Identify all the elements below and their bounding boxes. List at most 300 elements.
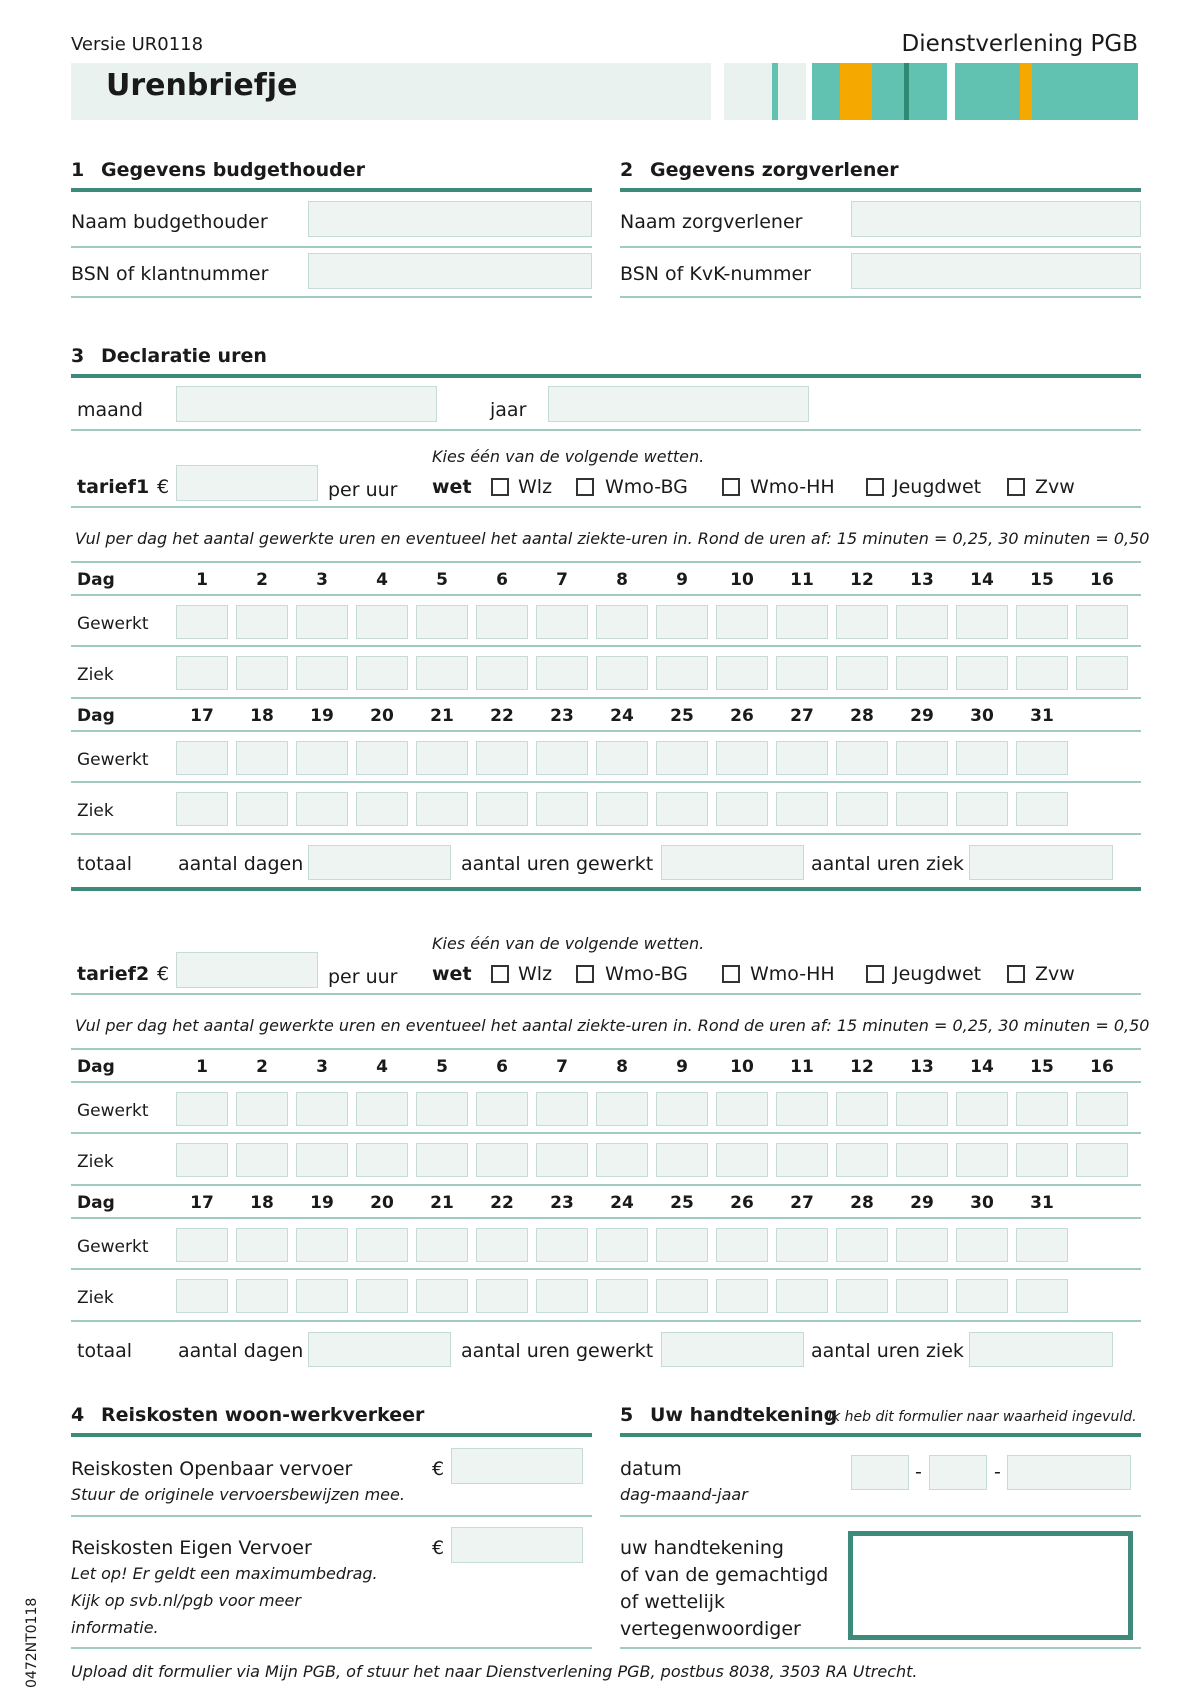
tarief2-sick-cell[interactable] [956, 1143, 1008, 1177]
zorgverlener-bsn-label: BSN of KvK-nummer [620, 263, 811, 285]
section5-number: 5 [620, 1404, 634, 1426]
tarief1-law-label-4: Zvw [1035, 476, 1075, 498]
tarief2-day-num: 13 [910, 1057, 934, 1077]
tarief2-day-num: 30 [970, 1193, 994, 1213]
tarief1-day-num: 6 [496, 570, 508, 590]
tarief1-sick-cell[interactable] [176, 656, 228, 690]
tarief1-day-num: 25 [670, 706, 694, 726]
tarief1-worked-cell[interactable] [956, 605, 1008, 639]
tarief1-day-num: 4 [376, 570, 388, 590]
tarief1-worked-cell[interactable] [416, 605, 468, 639]
tarief1-sick-cell[interactable] [296, 656, 348, 690]
tarief2-worked-label-0: Gewerkt [77, 1101, 149, 1121]
tarief2-worked-label-1: Gewerkt [77, 1237, 149, 1257]
tarief1-law-checkbox-4[interactable] [1007, 478, 1025, 496]
tarief2-worked-cell[interactable] [236, 1092, 288, 1126]
tarief2-worked-cell[interactable] [896, 1228, 948, 1262]
tarief1-worked-cell[interactable] [656, 605, 708, 639]
tarief1-sick-cell[interactable] [236, 656, 288, 690]
zorgverlener-bsn-field[interactable] [851, 253, 1141, 289]
ev-currency: € [432, 1537, 445, 1559]
tarief1-worked-cell[interactable] [896, 741, 948, 775]
signature-text-3: of wettelijk [620, 1591, 726, 1613]
tarief2-sick-cell[interactable] [476, 1143, 528, 1177]
tarief2-sick-cell[interactable] [596, 1143, 648, 1177]
tarief1-label: tarief [77, 476, 136, 498]
tarief2-grid-w-1 [71, 1268, 1141, 1270]
section3-number: 3 [71, 345, 85, 367]
tarief2-line-a [71, 993, 1141, 995]
tarief2-sick-cell[interactable] [776, 1143, 828, 1177]
tarief2-day-label-1: Dag [77, 1193, 115, 1213]
tarief1-sick-cell[interactable] [356, 656, 408, 690]
tarief1-sick-cell[interactable] [656, 656, 708, 690]
tarief1-worked-cell[interactable] [296, 605, 348, 639]
tarief2-day-num: 24 [610, 1193, 634, 1213]
signature-text-1: uw handtekening [620, 1537, 784, 1559]
tarief2-sick-cell[interactable] [716, 1279, 768, 1313]
tarief2-sick-cell[interactable] [956, 1279, 1008, 1313]
tarief1-law-checkbox-0[interactable] [491, 478, 509, 496]
zorgverlener-name-label: Naam zorgverlener [620, 211, 803, 233]
tarief2-law-checkbox-2[interactable] [722, 965, 740, 983]
tarief1-sick-cell[interactable] [836, 792, 888, 826]
ev-note-3: informatie. [71, 1618, 159, 1637]
tarief1-sick-cell[interactable] [176, 792, 228, 826]
tarief2-law-checkbox-4[interactable] [1007, 965, 1025, 983]
tarief2-law-checkbox-3[interactable] [866, 965, 884, 983]
tarief1-sick-cell[interactable] [896, 656, 948, 690]
tarief1-sick-cell[interactable] [416, 656, 468, 690]
tarief1-day-num: 10 [730, 570, 754, 590]
tarief2-worked-cell[interactable] [1016, 1228, 1068, 1262]
tarief1-worked-cell[interactable] [836, 605, 888, 639]
tarief2-sick-cell[interactable] [236, 1143, 288, 1177]
tarief1-day-num: 11 [790, 570, 814, 590]
tarief1-total-sick-label: aantal uren ziek [811, 853, 964, 875]
tarief2-worked-cell[interactable] [536, 1092, 588, 1126]
tarief1-per-hour: per uur [328, 479, 398, 501]
tarief1-worked-cell[interactable] [596, 605, 648, 639]
tarief1-day-num: 18 [250, 706, 274, 726]
ov-label: Reiskosten Openbaar vervoer [71, 1458, 353, 1480]
tarief1-worked-cell[interactable] [476, 741, 528, 775]
tarief2-choose-text: Kies één van de volgende wetten. [432, 934, 705, 953]
tarief2-sick-cell[interactable] [356, 1143, 408, 1177]
tarief1-total-worked-field[interactable] [661, 845, 804, 880]
tarief1-line-a [71, 506, 1141, 508]
tarief2-sick-cell[interactable] [536, 1143, 588, 1177]
tarief1-choose-text: Kies één van de volgende wetten. [432, 447, 705, 466]
tarief2-worked-cell[interactable] [416, 1092, 468, 1126]
tarief2-day-num: 17 [190, 1193, 214, 1213]
ov-note: Stuur de originele vervoersbewijzen mee. [71, 1485, 405, 1504]
zorgverlener-name-field[interactable] [851, 201, 1141, 237]
tarief2-day-num: 10 [730, 1057, 754, 1077]
tarief2-total-label: totaal [77, 1340, 133, 1362]
tarief2-worked-cell[interactable] [356, 1092, 408, 1126]
tarief1-sick-cell[interactable] [356, 792, 408, 826]
date-year-field[interactable] [1007, 1455, 1131, 1490]
tarief1-day-num: 24 [610, 706, 634, 726]
tarief1-worked-cell[interactable] [536, 605, 588, 639]
tarief2-wet-label: wet [432, 963, 472, 985]
tarief2-grid-bottom [71, 1320, 1141, 1322]
tarief1-worked-cell[interactable] [776, 741, 828, 775]
tarief1-worked-cell[interactable] [236, 605, 288, 639]
tarief2-day-num: 6 [496, 1057, 508, 1077]
tarief1-day-num: 2 [256, 570, 268, 590]
tarief2-total-worked-field[interactable] [661, 1332, 804, 1367]
page-title: Urenbriefje [106, 68, 298, 103]
tarief2-day-num: 1 [196, 1057, 208, 1077]
tarief2-worked-cell[interactable] [1016, 1092, 1068, 1126]
signature-text-4: vertegenwoordiger [620, 1618, 801, 1640]
tarief2-worked-cell[interactable] [836, 1092, 888, 1126]
tarief2-day-num: 11 [790, 1057, 814, 1077]
tarief1-day-num: 3 [316, 570, 328, 590]
tarief1-sick-cell[interactable] [596, 792, 648, 826]
tarief2-sick-cell[interactable] [896, 1143, 948, 1177]
budgethouder-bsn-field[interactable] [308, 253, 592, 289]
tarief1-sick-cell[interactable] [476, 656, 528, 690]
tarief1-sick-cell[interactable] [896, 792, 948, 826]
tarief2-worked-cell[interactable] [656, 1092, 708, 1126]
tarief1-grid-bottom [71, 833, 1141, 835]
tarief1-day-num: 12 [850, 570, 874, 590]
tarief1-day-num: 22 [490, 706, 514, 726]
tarief1-day-num: 21 [430, 706, 454, 726]
tarief1-grid-w-1 [71, 781, 1141, 783]
tarief2-worked-cell[interactable] [596, 1092, 648, 1126]
tarief1-worked-cell[interactable] [476, 605, 528, 639]
section4-title: Reiskosten woon-werkverkeer [101, 1404, 425, 1426]
tarief2-number: 2 [136, 963, 150, 985]
tarief1-law-label-1: Wmo-BG [605, 476, 688, 498]
section2-title: Gegevens zorgverlener [650, 159, 899, 181]
tarief2-sick-cell[interactable] [596, 1279, 648, 1313]
tarief1-day-num: 28 [850, 706, 874, 726]
tarief1-sick-cell[interactable] [716, 656, 768, 690]
upload-instruction: Upload dit formulier via Mijn PGB, of stuur het naar Dienstverlening PGB, postbus 8038, 3503 RA Utrecht. [71, 1662, 918, 1681]
tarief1-worked-cell[interactable] [1016, 741, 1068, 775]
tarief1-number: 1 [136, 476, 150, 498]
tarief2-day-num: 26 [730, 1193, 754, 1213]
tarief1-worked-cell[interactable] [656, 741, 708, 775]
signature-text-2: of van de gemachtigd [620, 1564, 829, 1586]
tarief2-sick-cell[interactable] [776, 1279, 828, 1313]
tarief2-day-num: 8 [616, 1057, 628, 1077]
tarief1-day-num: 7 [556, 570, 568, 590]
tarief2-grid-mid-1 [71, 1217, 1141, 1219]
tarief2-sick-cell[interactable] [356, 1279, 408, 1313]
tarief1-worked-label-0: Gewerkt [77, 614, 149, 634]
tarief1-sick-cell[interactable] [1016, 656, 1068, 690]
tarief2-law-label-0: Wlz [518, 963, 553, 985]
tarief2-day-num: 27 [790, 1193, 814, 1213]
tarief1-worked-cell[interactable] [596, 741, 648, 775]
tarief1-sick-cell[interactable] [296, 792, 348, 826]
tarief2-law-label-4: Zvw [1035, 963, 1075, 985]
tarief1-worked-cell[interactable] [296, 741, 348, 775]
tarief2-day-num: 3 [316, 1057, 328, 1077]
tarief1-rate-field[interactable] [176, 465, 318, 501]
service-name: Dienstverlening PGB [901, 31, 1138, 57]
tarief1-law-checkbox-1[interactable] [576, 478, 594, 496]
tarief2-worked-cell[interactable] [296, 1092, 348, 1126]
tarief1-day-num: 5 [436, 570, 448, 590]
tarief2-worked-cell[interactable] [236, 1228, 288, 1262]
tarief1-worked-cell[interactable] [836, 741, 888, 775]
budgethouder-name-field[interactable] [308, 201, 592, 237]
tarief1-worked-cell[interactable] [416, 741, 468, 775]
ev-note-2: Kijk op svb.nl/pgb voor meer [71, 1591, 301, 1610]
tarief1-worked-cell[interactable] [1016, 605, 1068, 639]
tarief2-total-days-label: aantal dagen [178, 1340, 304, 1362]
tarief2-law-checkbox-0[interactable] [491, 965, 509, 983]
tarief2-sick-cell[interactable] [236, 1279, 288, 1313]
budgethouder-bsn-label: BSN of klantnummer [71, 263, 269, 285]
tarief1-sick-label-1: Ziek [77, 801, 114, 821]
tarief1-day-num: 20 [370, 706, 394, 726]
tarief2-worked-cell[interactable] [896, 1092, 948, 1126]
form-code: 0472NT0118 [24, 1597, 40, 1688]
tarief2-worked-cell[interactable] [836, 1228, 888, 1262]
tarief2-per-hour: per uur [328, 966, 398, 988]
tarief2-worked-cell[interactable] [536, 1228, 588, 1262]
tarief2-day-label-0: Dag [77, 1057, 115, 1077]
tarief2-worked-cell[interactable] [176, 1092, 228, 1126]
date-day-field[interactable] [851, 1455, 909, 1490]
tarief2-sick-cell[interactable] [416, 1143, 468, 1177]
tarief2-sick-cell[interactable] [1016, 1279, 1068, 1313]
tarief2-total-sick-label: aantal uren ziek [811, 1340, 964, 1362]
tarief2-sick-cell[interactable] [1076, 1143, 1128, 1177]
tarief2-law-label-1: Wmo-BG [605, 963, 688, 985]
tarief1-sick-cell[interactable] [836, 656, 888, 690]
tarief1-currency: € [157, 476, 170, 498]
tarief2-worked-cell[interactable] [176, 1228, 228, 1262]
month-field[interactable] [176, 386, 437, 422]
tarief1-grid-top-1 [71, 697, 1141, 699]
tarief1-worked-cell[interactable] [716, 605, 768, 639]
tarief1-sick-cell[interactable] [536, 656, 588, 690]
tarief1-sick-cell[interactable] [656, 792, 708, 826]
section2-number: 2 [620, 159, 634, 181]
tarief2-worked-cell[interactable] [356, 1228, 408, 1262]
tarief1-sick-cell[interactable] [536, 792, 588, 826]
tarief2-sick-cell[interactable] [176, 1279, 228, 1313]
tarief2-sick-cell[interactable] [176, 1143, 228, 1177]
tarief2-worked-cell[interactable] [476, 1092, 528, 1126]
section3-title: Declaratie uren [101, 345, 267, 367]
tarief2-worked-cell[interactable] [596, 1228, 648, 1262]
tarief2-worked-cell[interactable] [956, 1092, 1008, 1126]
tarief2-day-num: 19 [310, 1193, 334, 1213]
section4-number: 4 [71, 1404, 85, 1426]
tarief1-total-sick-field[interactable] [969, 845, 1113, 880]
tarief2-law-checkbox-1[interactable] [576, 965, 594, 983]
tarief2-sick-cell[interactable] [896, 1279, 948, 1313]
tarief2-total-worked-label: aantal uren gewerkt [461, 1340, 654, 1362]
tarief1-worked-cell[interactable] [1076, 605, 1128, 639]
tarief2-worked-cell[interactable] [1076, 1092, 1128, 1126]
tarief1-day-num: 1 [196, 570, 208, 590]
ev-label: Reiskosten Eigen Vervoer [71, 1537, 312, 1559]
tarief2-day-num: 22 [490, 1193, 514, 1213]
tarief2-sick-cell[interactable] [296, 1279, 348, 1313]
tarief1-sick-cell[interactable] [596, 656, 648, 690]
tarief2-sick-cell[interactable] [836, 1143, 888, 1177]
tarief2-rate-field[interactable] [176, 952, 318, 988]
section1-number: 1 [71, 159, 85, 181]
tarief2-day-num: 28 [850, 1193, 874, 1213]
tarief1-sick-cell[interactable] [776, 792, 828, 826]
tarief2-sick-label-1: Ziek [77, 1288, 114, 1308]
tarief1-law-label-3: Jeugdwet [893, 476, 982, 498]
tarief1-day-label-0: Dag [77, 570, 115, 590]
ev-note-1: Let op! Er geldt een maximumbedrag. [71, 1564, 378, 1583]
tarief1-worked-label-1: Gewerkt [77, 750, 149, 770]
tarief1-separator [71, 887, 1141, 891]
tarief1-worked-cell[interactable] [356, 605, 408, 639]
date-month-field[interactable] [929, 1455, 987, 1490]
tarief1-total-worked-label: aantal uren gewerkt [461, 853, 654, 875]
signature-box[interactable] [848, 1531, 1133, 1640]
version-label: Versie UR0118 [71, 34, 204, 55]
tarief2-day-num: 14 [970, 1057, 994, 1077]
tarief1-instruction: Vul per dag het aantal gewerkte uren en eventueel het aantal ziekte-uren in. Rond de uren af: 15 minuten = 0,25, 30 minuten = 0,50 [75, 529, 1150, 548]
tarief1-sick-cell[interactable] [1076, 656, 1128, 690]
tarief1-day-num: 29 [910, 706, 934, 726]
tarief1-total-label: totaal [77, 853, 133, 875]
tarief2-label: tarief [77, 963, 136, 985]
tarief1-worked-cell[interactable] [536, 741, 588, 775]
tarief2-sick-cell[interactable] [296, 1143, 348, 1177]
tarief2-worked-cell[interactable] [476, 1228, 528, 1262]
ov-currency: € [432, 1458, 445, 1480]
year-field[interactable] [548, 386, 809, 422]
tarief2-sick-cell[interactable] [1016, 1143, 1068, 1177]
tarief2-day-num: 16 [1090, 1057, 1114, 1077]
tarief2-day-num: 25 [670, 1193, 694, 1213]
tarief2-sick-cell[interactable] [656, 1279, 708, 1313]
tarief1-day-num: 15 [1030, 570, 1054, 590]
tarief2-total-days-field[interactable] [308, 1332, 451, 1367]
tarief1-law-label-0: Wlz [518, 476, 553, 498]
tarief2-sick-label-0: Ziek [77, 1152, 114, 1172]
tarief2-worked-cell[interactable] [776, 1228, 828, 1262]
tarief2-day-num: 23 [550, 1193, 574, 1213]
tarief1-sick-cell[interactable] [956, 656, 1008, 690]
tarief1-sick-cell[interactable] [476, 792, 528, 826]
tarief2-worked-cell[interactable] [956, 1228, 1008, 1262]
tarief2-worked-cell[interactable] [716, 1092, 768, 1126]
tarief2-day-num: 21 [430, 1193, 454, 1213]
tarief2-worked-cell[interactable] [416, 1228, 468, 1262]
tarief1-grid-mid-1 [71, 730, 1141, 732]
tarief2-grid-top-1 [71, 1184, 1141, 1186]
tarief1-day-num: 31 [1030, 706, 1054, 726]
tarief1-day-num: 9 [676, 570, 688, 590]
tarief2-worked-cell[interactable] [656, 1228, 708, 1262]
tarief2-sick-cell[interactable] [716, 1143, 768, 1177]
tarief1-day-num: 8 [616, 570, 628, 590]
tarief1-day-num: 27 [790, 706, 814, 726]
tarief1-worked-cell[interactable] [716, 741, 768, 775]
tarief1-sick-cell[interactable] [716, 792, 768, 826]
tarief2-sick-cell[interactable] [536, 1279, 588, 1313]
tarief1-worked-cell[interactable] [236, 741, 288, 775]
tarief2-day-num: 7 [556, 1057, 568, 1077]
tarief1-total-days-label: aantal dagen [178, 853, 304, 875]
tarief2-day-num: 4 [376, 1057, 388, 1077]
tarief2-sick-cell[interactable] [476, 1279, 528, 1313]
date-label: datum [620, 1458, 682, 1480]
tarief1-worked-cell[interactable] [356, 741, 408, 775]
tarief1-worked-cell[interactable] [176, 741, 228, 775]
tarief1-worked-cell[interactable] [956, 741, 1008, 775]
tarief1-day-label-1: Dag [77, 706, 115, 726]
tarief1-worked-cell[interactable] [776, 605, 828, 639]
year-label: jaar [490, 399, 527, 421]
tarief1-worked-cell[interactable] [896, 605, 948, 639]
tarief1-sick-cell[interactable] [1016, 792, 1068, 826]
budgethouder-name-label: Naam budgethouder [71, 211, 268, 233]
tarief1-wet-label: wet [432, 476, 472, 498]
tarief1-sick-cell[interactable] [236, 792, 288, 826]
tarief2-day-num: 29 [910, 1193, 934, 1213]
tarief1-sick-cell[interactable] [416, 792, 468, 826]
tarief2-worked-cell[interactable] [716, 1228, 768, 1262]
color-band [0, 0, 1200, 1]
ov-amount-field[interactable] [451, 1448, 583, 1484]
tarief2-day-num: 20 [370, 1193, 394, 1213]
tarief1-grid-top-0 [71, 561, 1141, 563]
tarief2-sick-cell[interactable] [836, 1279, 888, 1313]
tarief2-sick-cell[interactable] [656, 1143, 708, 1177]
tarief2-instruction: Vul per dag het aantal gewerkte uren en eventueel het aantal ziekte-uren in. Rond de uren af: 15 minuten = 0,25, 30 minuten = 0,50 [75, 1016, 1150, 1035]
tarief1-sick-cell[interactable] [776, 656, 828, 690]
tarief1-day-num: 19 [310, 706, 334, 726]
tarief2-grid-mid-0 [71, 1081, 1141, 1083]
tarief1-day-num: 23 [550, 706, 574, 726]
tarief2-total-sick-field[interactable] [969, 1332, 1113, 1367]
tarief2-day-num: 5 [436, 1057, 448, 1077]
tarief2-worked-cell[interactable] [296, 1228, 348, 1262]
tarief2-law-label-2: Wmo-HH [750, 963, 835, 985]
section1-title: Gegevens budgethouder [101, 159, 365, 181]
tarief1-day-num: 13 [910, 570, 934, 590]
tarief1-total-days-field[interactable] [308, 845, 451, 880]
tarief1-grid-w-0 [71, 645, 1141, 647]
section5-title: Uw handtekening [650, 1404, 838, 1426]
tarief1-law-label-2: Wmo-HH [750, 476, 835, 498]
tarief1-day-num: 17 [190, 706, 214, 726]
section5-subtitle: Ik heb dit formulier naar waarheid ingevuld. [828, 1409, 1137, 1425]
date-format: dag-maand-jaar [620, 1485, 748, 1504]
tarief2-worked-cell[interactable] [776, 1092, 828, 1126]
tarief1-law-checkbox-2[interactable] [722, 478, 740, 496]
tarief2-grid-w-0 [71, 1132, 1141, 1134]
tarief2-sick-cell[interactable] [416, 1279, 468, 1313]
tarief1-sick-cell[interactable] [956, 792, 1008, 826]
tarief1-law-checkbox-3[interactable] [866, 478, 884, 496]
month-label: maand [77, 399, 143, 421]
ev-amount-field[interactable] [451, 1527, 583, 1563]
tarief1-day-num: 14 [970, 570, 994, 590]
tarief1-worked-cell[interactable] [176, 605, 228, 639]
